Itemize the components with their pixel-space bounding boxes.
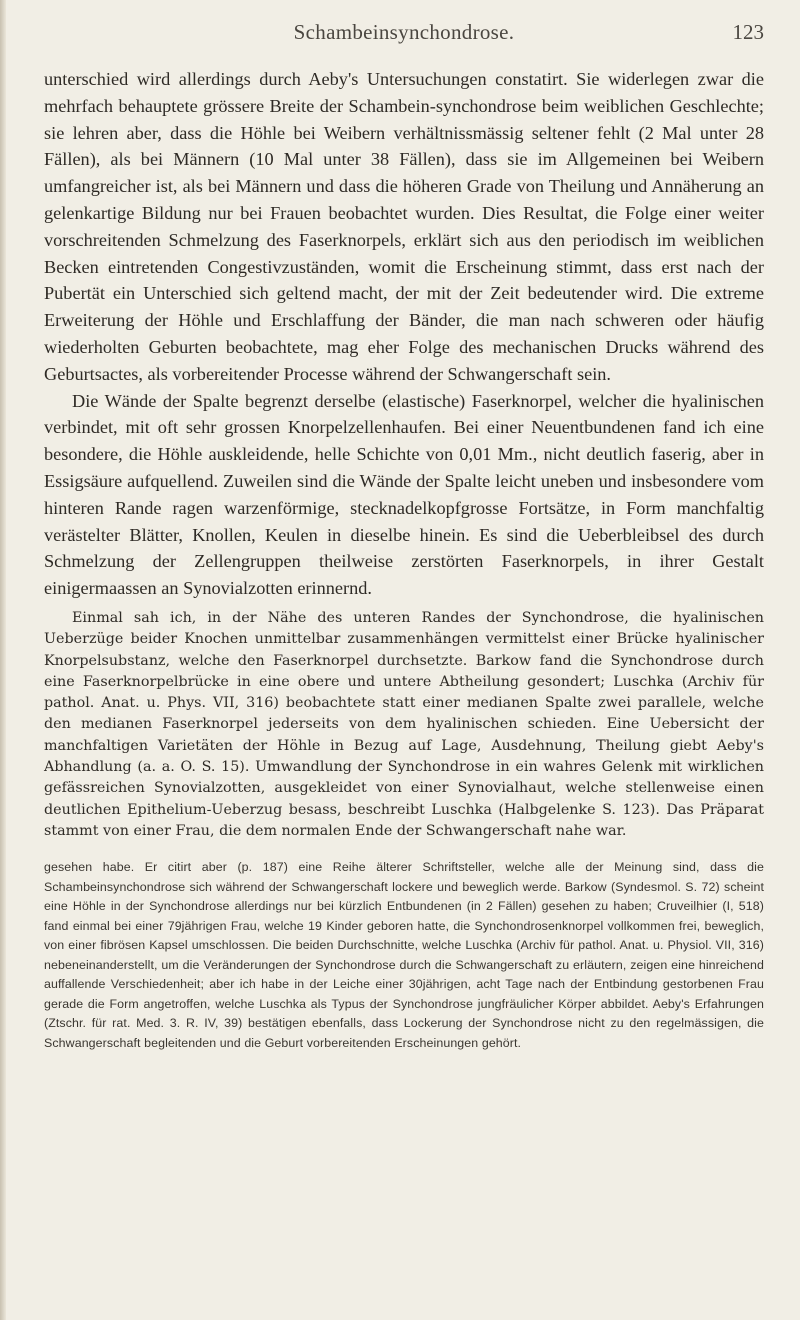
page-number: 123 bbox=[732, 20, 764, 44]
running-title: Schambeinsynchondrose. bbox=[293, 20, 515, 44]
small-print-note: Einmal sah ich, in der Nähe des unteren Randes der Synchondrose, die hyalinischen Ueberzüge beider Knochen unmittelbar zusammenhängen vermittelst einer Brücke hyalinischer Knorpelsubstanz, welche den Faserknorpel durchsetzte. Barkow fand die Synchondrose durch eine Faserknorpelbrücke in eine obere und untere Abtheilung gesondert; Luschka (Archiv für pathol. Anat. u. Phys. VII, 316) beobachtete statt einer medianen Spalte zwei parallele, welche den medianen Faserknorpel jederseits von dem hyalinischen schieden. Eine Uebersicht der manchfaltigen Varietäten der Höhle in Bezug auf Lage, Ausdehnung, Theilung giebt Aeby's Abhandlung (a. a. O. S. 15). Umwandlung der Synchondrose in ein wahres Gelenk mit wirklichen gefässreichen Synovialzotten, ausgekleidet von einer Synovialhaut, welche stellenweise einen deutlichen Epithelium-Ueberzug besass, beschreibt Luschka (Halbgelenke S. 123). Das Präparat stammt von einer Frau, die dem normalen Ende der Schwangerschaft nahe war. bbox=[44, 609, 764, 839]
book-page bbox=[44, 16, 764, 1053]
footnote-continuation: gesehen habe. Er citirt aber (p. 187) eine Reihe älterer Schriftsteller, welche alle der Meinung sind, dass die Schambeinsynchondrose sich während der Schwangerschaft lockere und beweglich werde. Barkow (Syndesmol. S. 72) scheint eine Höhle in der Synchondrose allerdings nur bei kürzlich Entbundenen (in 2 Fällen) gesehen zu haben; Cruveilhier (I, 518) fand einmal bei einer 79jährigen Frau, welche 19 Kinder geboren hatte, die Synchondrosenknorpel vollkommen frei, beweglich, von einer fibrösen Kapsel umschlossen. Die beiden Durchschnitte, welche Luschka (Archiv für pathol. Anat. u. Physiol. VII, 316) nebeneinanderstellt, um die Veränderungen der Synchondrose durch die Schwangerschaft zu erläutern, zeigen eine hinreichend auffallende Verschiedenheit; aber ich habe in der Leiche einer 30jährigen, acht Tage nach der Entbindung gestorbenen Frau gerade die Form angetroffen, welche Luschka als Typus der Synchondrose jungfräulicher Körper abbildet. Aeby's Erfahrungen (Ztschr. für rat. Med. 3. R. IV, 39) bestätigen ebenfalls, dass Lockerung der Synchondrose nicht zu den regelmässigen, die Schwangerschaft begleitenden und die Geburt vorbereitenden Erscheinungen gehört. bbox=[44, 860, 764, 1050]
body-paragraph-1: unterschied wird allerdings durch Aeby's Untersuchungen constatirt. Sie widerlegen zwar die mehrfach behauptete grössere Breite der Schambein-synchondrose beim weiblichen Geschlechte; sie lehren aber, dass die Höhle bei Weibern verhältnissmässig seltener fehlt (2 Mal unter 28 Fällen), als bei Männern (10 Mal unter 38 Fällen), dass sie im Allgemeinen bei Weibern umfangreicher ist, als bei Männern und dass die höheren Grade von Theilung und Annäherung an gelenkartige Bildung nur bei Frauen beobachtet wurden. Dies Resultat, die Folge einer weiter vorschreitenden Schmelzung des Faserknorpels, erklärt sich aus den periodisch im weiblichen Becken eintretenden Congestivzuständen, womit die Erscheinung stimmt, dass erst nach der Pubertät ein Unterschied sich geltend macht, der mit der Zeit bedeutender wird. Die extreme Erweiterung der Höhle und Erschlaffung der Bänder, die man nach schweren oder häufig wiederholten Geburten beobachtete, mag eher Folge des mechanischen Drucks während des Geburtsactes, als vorbereitender Processe während der Schwangerschaft sein. bbox=[44, 69, 764, 384]
page-edge-shadow bbox=[0, 0, 6, 1320]
page-header bbox=[44, 16, 764, 52]
body-paragraph-2: Die Wände der Spalte begrenzt derselbe (elastische) Faserknorpel, welcher die hyalinischen verbindet, mit oft sehr grossen Knorpelzellenhaufen. Bei einer Neuentbundenen fand ich eine besondere, die Höhle auskleidende, helle Schichte von 0,01 Mm., nicht deutlich faserig, aber in Essigsäure aufquellend. Zuweilen sind die Wände der Spalte leicht uneben und insbesondere vom hinteren Rande ragen warzenförmige, stecknadelkopfgrosse Fortsätze, in Form manchfaltig verästelter Blätter, Knollen, Keulen in dieselbe hinein. Es sind die Ueberbleibsel des durch Schmelzung der Zellengruppen theilweise zerstörten Faserknorpels, in ihrer Gestalt einigermaassen an Synovialzotten erinnernd. bbox=[44, 390, 764, 599]
